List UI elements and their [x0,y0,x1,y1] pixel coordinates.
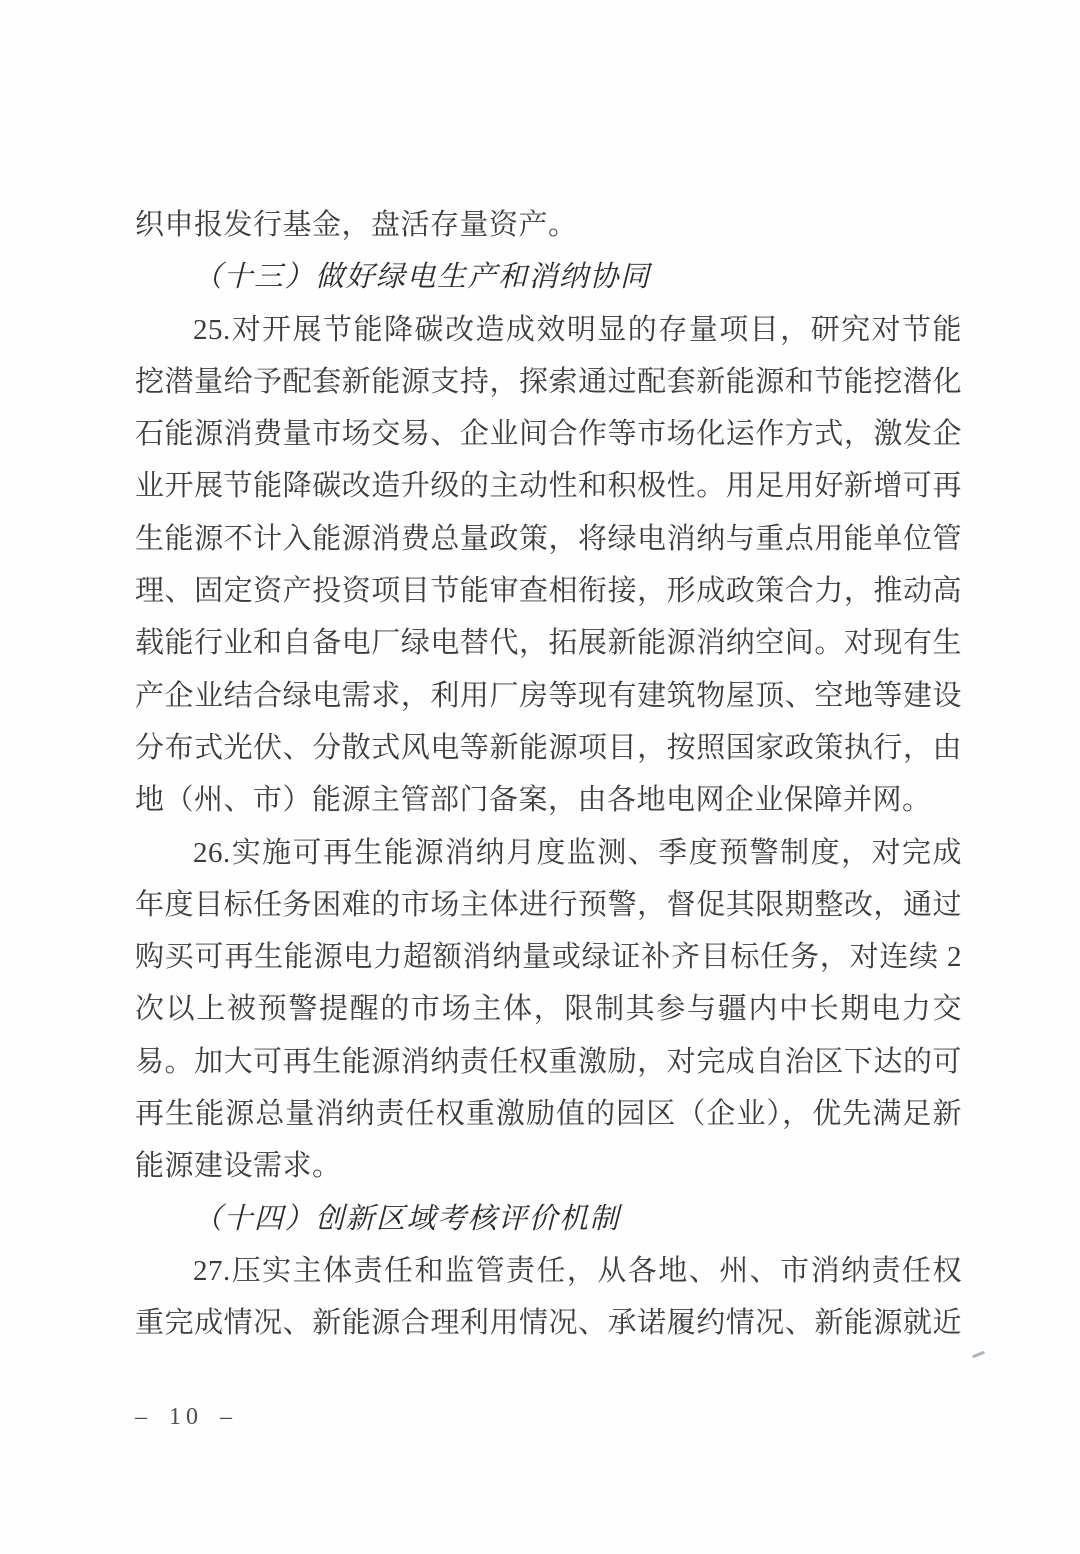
section-heading: （十三）做好绿电生产和消纳协同 [193,261,651,294]
text-line: 能源建设需求。 [135,1150,342,1183]
text-line: 27.压实主体责任和监管责任，从各地、州、市消纳责任权 [193,1254,962,1287]
page-number: – 10 – [135,1404,237,1430]
text-line: 重完成情况、新能源合理利用情况、承诺履约情况、新能源就近 [135,1307,962,1340]
text-line: 载能行业和自备电厂绿电替代，拓展新能源消纳空间。对现有生 [135,627,962,660]
section-heading: （十四）创新区域考核评价机制 [193,1202,621,1235]
text-line: 生能源不计入能源消费总量政策，将绿电消纳与重点用能单位管 [135,522,962,555]
text-line: 年度目标任务困难的市场主体进行预警，督促其限期整改，通过 [135,888,962,921]
text-line: 再生能源总量消纳责任权重激励值的园区（企业），优先满足新 [135,1098,962,1131]
text-line: 26.实施可再生能源消纳月度监测、季度预警制度，对完成 [193,836,962,869]
text-line: 分布式光伏、分散式风电等新能源项目，按照国家政策执行，由 [135,731,962,764]
text-line: 购买可再生能源电力超额消纳量或绿证补齐目标任务，对连续 2 [135,941,962,974]
text-line: 易。加大可再生能源消纳责任权重激励，对完成自治区下达的可 [135,1045,962,1078]
text-line: 25.对开展节能降碳改造成效明显的存量项目，研究对节能 [193,313,962,346]
text-line: 织申报发行基金，盘活存量资产。 [135,209,578,241]
text-line: 石能源消费量市场交易、企业间合作等市场化运作方式，激发企 [135,418,962,451]
text-line: 地（州、市）能源主管部门备案，由各地电网企业保障并网。 [135,784,932,817]
text-line: 产企业结合绿电需求，利用厂房等现有建筑物屋顶、空地等建设 [135,679,962,712]
document-body [135,199,962,1350]
text-line: 业开展节能降碳改造升级的主动性和积极性。用足用好新增可再 [135,470,962,503]
text-line: 次以上被预警提醒的市场主体，限制其参与疆内中长期电力交 [135,993,962,1026]
scan-artifact-mark [972,1351,985,1359]
text-line: 挖潜量给予配套新能源支持，探索通过配套新能源和节能挖潜化 [135,365,962,398]
text-line: 理、固定资产投资项目节能审查相衔接，形成政策合力，推动高 [135,575,962,608]
